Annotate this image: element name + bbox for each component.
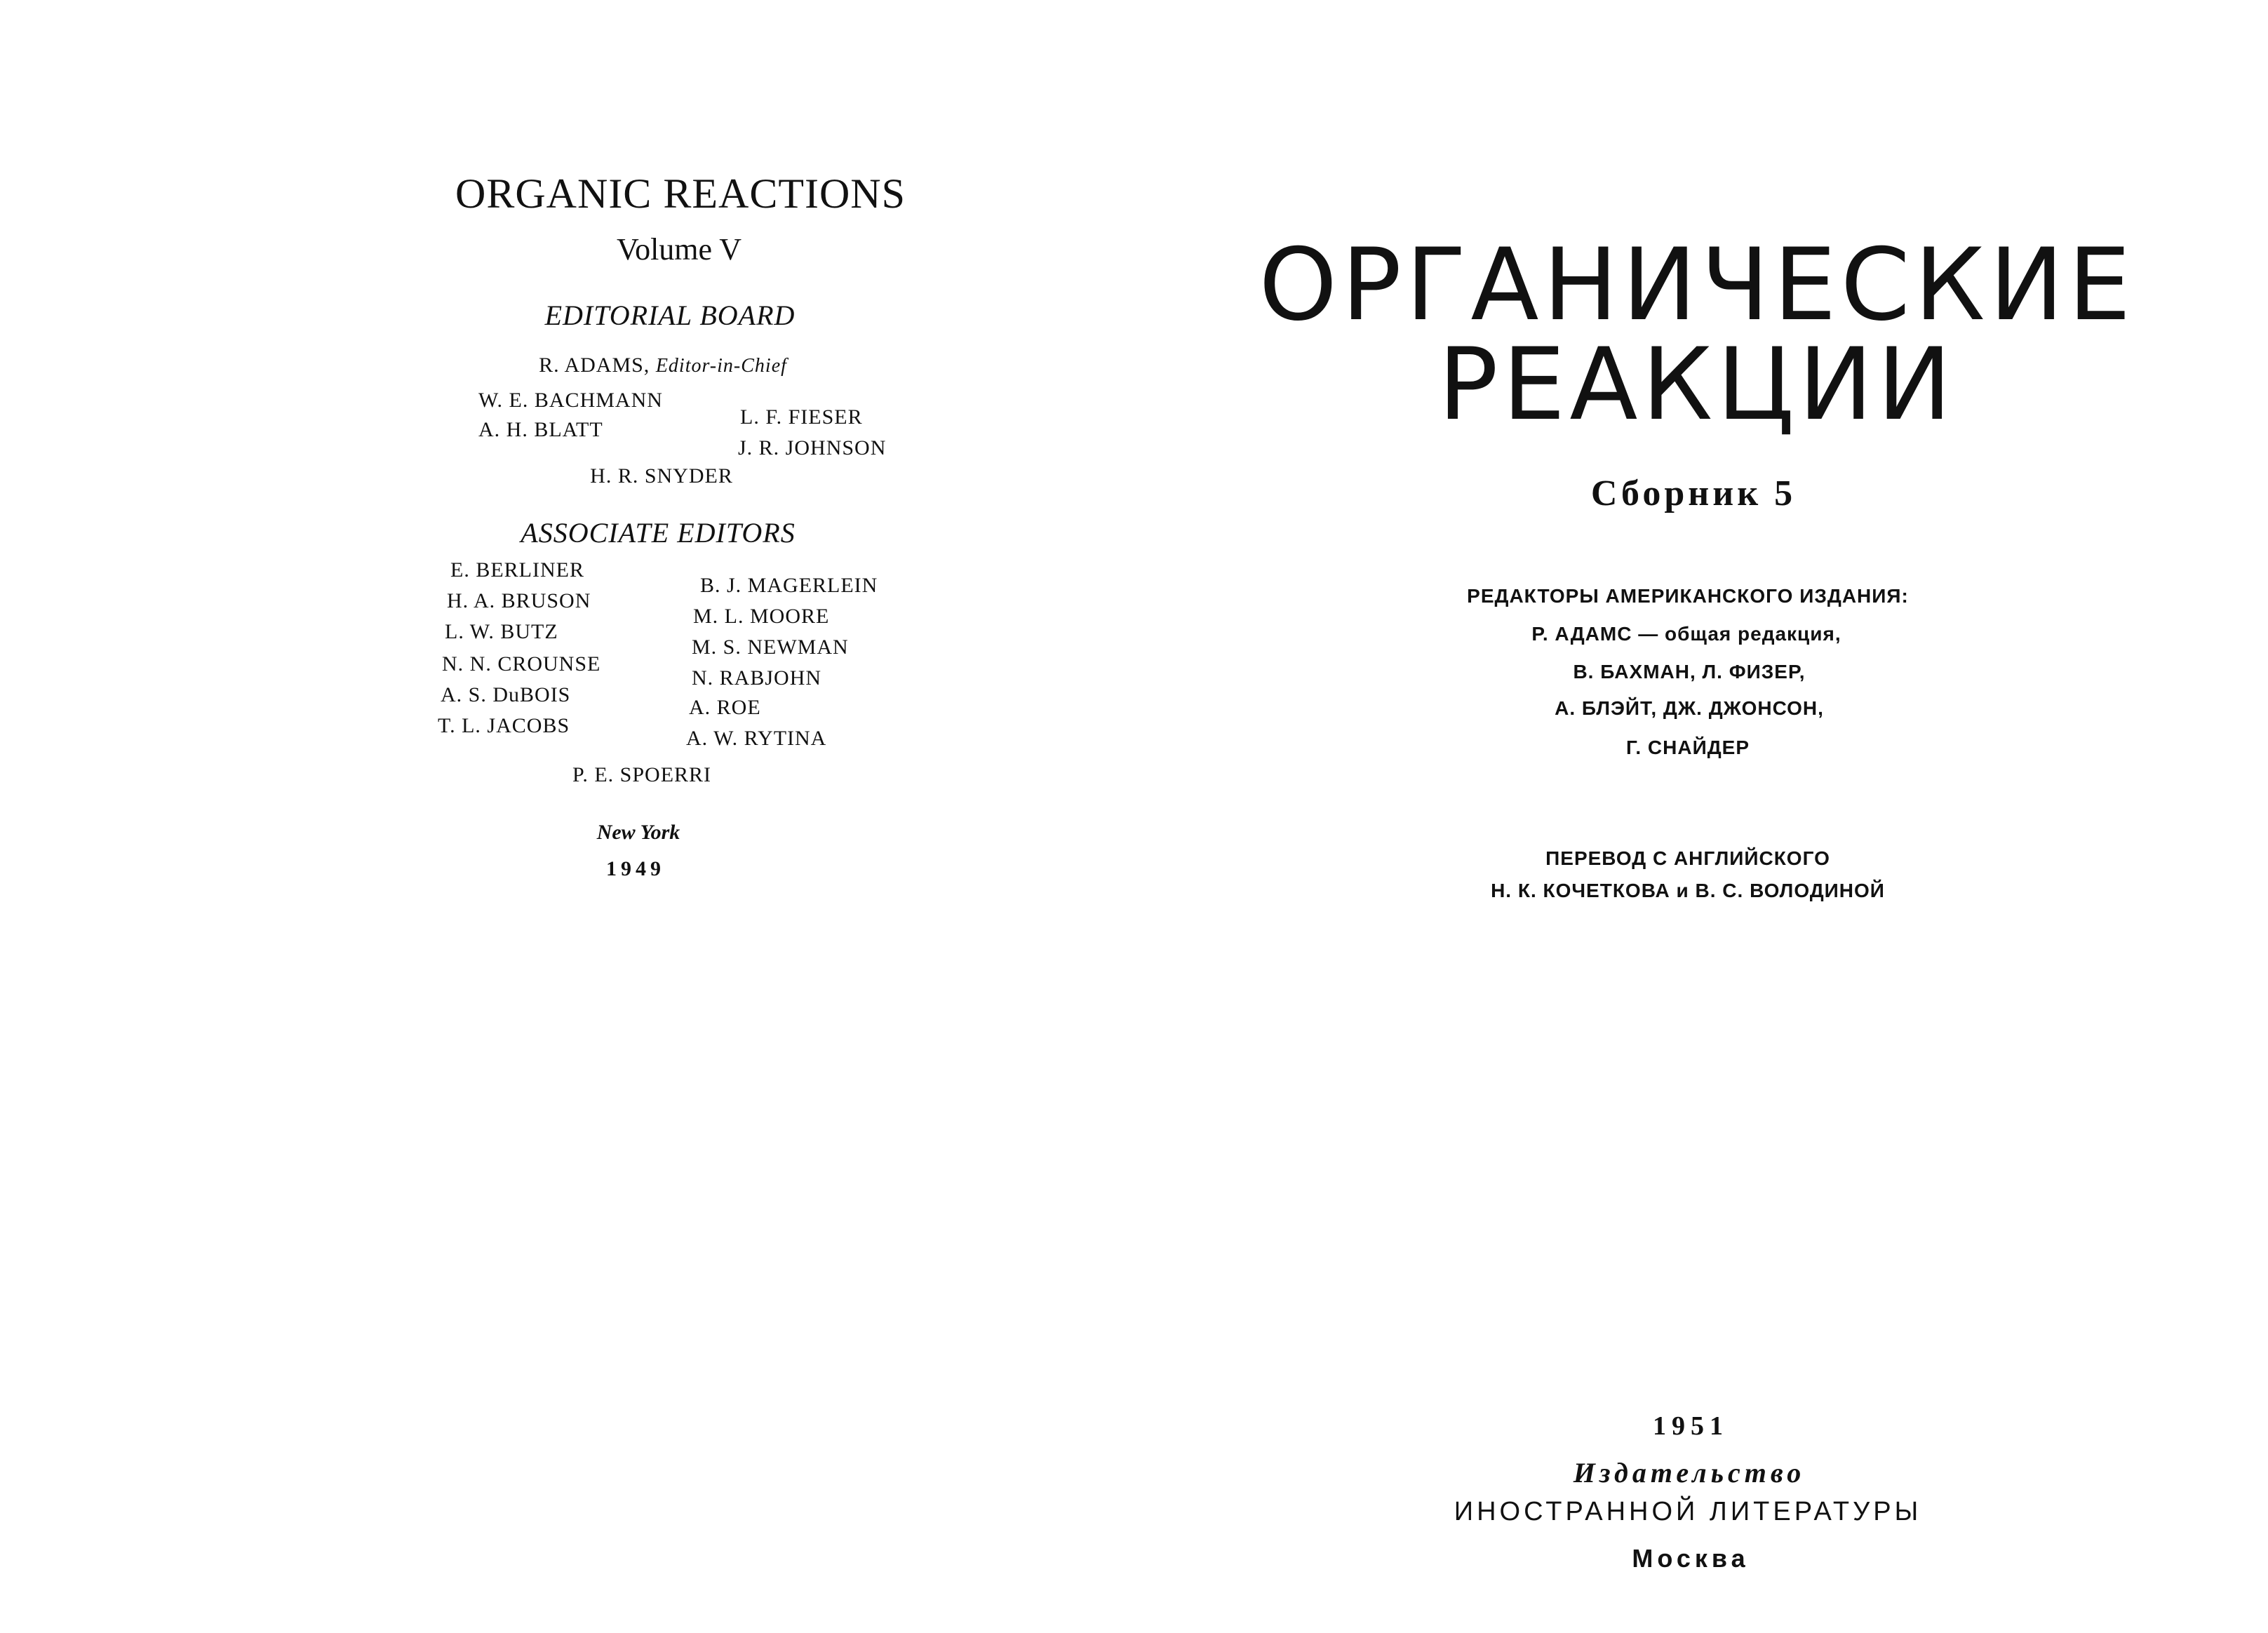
- associate-editor: E. BERLINER: [450, 558, 584, 582]
- russian-volume: Сборник 5: [1590, 473, 1797, 513]
- associate-editor: T. L. JACOBS: [438, 714, 570, 737]
- editors-heading: РЕДАКТОРЫ АМЕРИКАНСКОГО ИЗДАНИЯ:: [1467, 585, 1909, 607]
- board-member: J. R. JOHNSON: [738, 436, 887, 459]
- associate-editor: L. W. BUTZ: [445, 620, 558, 643]
- editor-in-chief-name: R. ADAMS,: [539, 354, 650, 377]
- associate-editor: B. J. MAGERLEIN: [700, 574, 878, 597]
- associate-editor: M. L. MOORE: [693, 605, 830, 628]
- russian-title-line2: РЕАКЦИИ: [1438, 327, 1956, 443]
- editorial-board-heading: EDITORIAL BOARD: [544, 300, 796, 331]
- translators: Н. К. КОЧЕТКОВА и В. С. ВОЛОДИНОЙ: [1491, 880, 1885, 901]
- associate-editor: A. ROE: [689, 696, 761, 719]
- english-year: 1949: [606, 857, 665, 880]
- russian-title-line1: ОРГАНИЧЕСКИЕ: [1259, 227, 2135, 343]
- editors-line: Р. АДАМС — общая редакция,: [1531, 623, 1841, 645]
- associate-editor: A. S. DuBOIS: [441, 683, 571, 706]
- editors-line: Г. СНАЙДЕР: [1625, 737, 1750, 758]
- associate-editor: N. N. CROUNSE: [442, 652, 601, 676]
- english-city: New York: [596, 821, 680, 844]
- english-title: ORGANIC REACTIONS: [455, 170, 906, 217]
- associate-editor: P. E. SPOERRI: [572, 763, 712, 786]
- russian-city: Москва: [1632, 1544, 1750, 1573]
- associate-editors-heading: ASSOCIATE EDITORS: [521, 517, 796, 549]
- board-member: W. E. BACHMANN: [478, 389, 663, 412]
- russian-year: 1951: [1653, 1411, 1729, 1441]
- editors-line: А. БЛЭЙТ, ДЖ. ДЖОНСОН,: [1555, 697, 1824, 719]
- publisher-line2: ИНОСТРАННОЙ ЛИТЕРАТУРЫ: [1454, 1497, 1922, 1526]
- editor-in-chief: [539, 355, 787, 376]
- publisher-line1: Издательство: [1573, 1457, 1806, 1488]
- associate-editor: M. S. NEWMAN: [692, 636, 849, 659]
- board-member: L. F. FIESER: [740, 405, 863, 429]
- editor-in-chief-role: Editor-in-Chief: [655, 355, 787, 377]
- english-volume: Volume V: [616, 232, 742, 267]
- associate-editor: H. A. BRUSON: [447, 589, 591, 612]
- associate-editor: A. W. RYTINA: [686, 727, 827, 750]
- board-member: A. H. BLATT: [478, 418, 603, 441]
- board-member: H. R. SNYDER: [590, 464, 733, 488]
- right-page: [1134, 0, 2268, 1633]
- translation-heading: ПЕРЕВОД С АНГЛИЙСКОГО: [1545, 847, 1830, 869]
- editors-line: В. БАХМАН, Л. ФИЗЕР,: [1573, 661, 1806, 683]
- associate-editor: N. RABJOHN: [692, 666, 822, 690]
